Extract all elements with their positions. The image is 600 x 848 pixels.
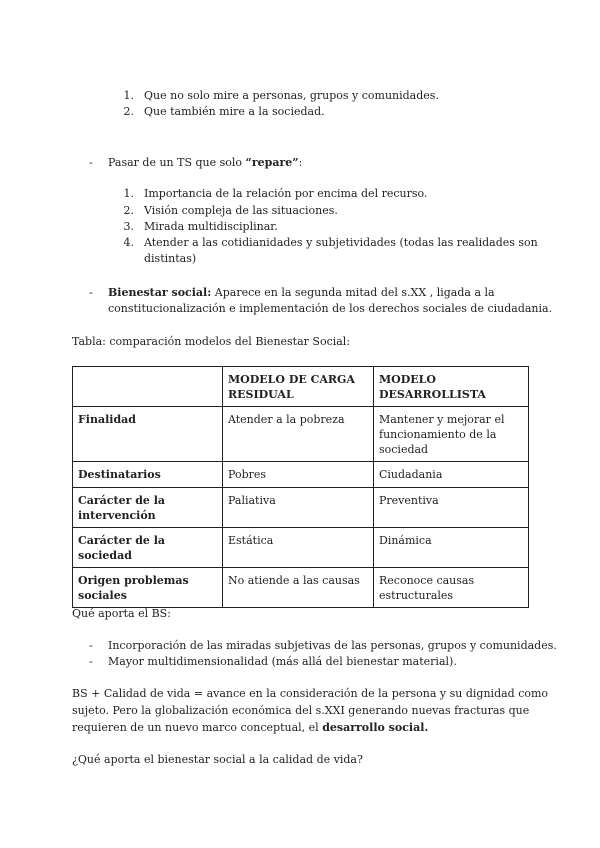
list-item-text: Que no solo mire a personas, grupos y comunidades.	[144, 89, 439, 102]
table-row-label: Destinatarios	[73, 462, 223, 488]
paragraph-line	[72, 720, 428, 736]
bullet-dash: -	[89, 639, 93, 652]
table-row-label: Origen problemas sociales	[73, 568, 223, 608]
table-cell: Preventiva	[374, 488, 529, 528]
table-cell: No atiende a las causas	[223, 568, 374, 608]
table-row-label: Carácter de la sociedad	[73, 528, 223, 568]
list-number: 2.	[123, 105, 134, 118]
bullet-dash: -	[89, 655, 93, 668]
list-item-text: Visión compleja de las situaciones.	[144, 204, 338, 217]
table-row	[73, 407, 529, 462]
table-cell: Atender a la pobreza	[223, 407, 374, 462]
bullet-bienestar-text	[108, 285, 495, 301]
table-cell: Pobres	[223, 462, 374, 488]
table-header-cell: MODELO DESARROLLISTA	[374, 367, 529, 407]
paragraph-text: requieren de un nuevo marco conceptual, el	[72, 721, 323, 734]
list-number: 1.	[123, 89, 134, 102]
table-row	[73, 462, 529, 488]
list-item-text-cont: distintas)	[144, 252, 197, 265]
table-row	[73, 528, 529, 568]
list-item-text: Importancia de la relación por encima del recurso.	[144, 187, 428, 200]
table-header-cell: MODELO DE CARGA RESIDUAL	[223, 367, 374, 407]
table-cell: Estática	[223, 528, 374, 568]
bullet-text: Pasar de un TS que solo	[108, 156, 246, 169]
paragraph-line: BS + Calidad de vida = avance en la consideración de la persona y su dignidad como	[72, 687, 549, 700]
question-text: ¿Qué aporta el bienestar social a la calidad de vida?	[72, 753, 363, 766]
list-number: 4.	[123, 236, 134, 249]
list-number: 1.	[123, 187, 134, 200]
list-number: 2.	[123, 204, 134, 217]
bullet-bienestar	[89, 285, 93, 301]
bullet-text: Aparece en la segunda mitad del s.XX , ligada a la	[211, 286, 495, 299]
comparison-table	[72, 366, 529, 608]
section-heading: Qué aporta el BS:	[72, 607, 171, 620]
bullet-repare-text	[108, 155, 302, 171]
table-header-row	[73, 367, 529, 407]
table-cell: Reconoce causas estructurales	[374, 568, 529, 608]
list-number: 3.	[123, 220, 134, 233]
bullet-text: Mayor multidimensionalidad (más allá del bienestar material).	[108, 655, 457, 668]
table-cell: Mantener y mejorar el funcionamiento de la sociedad	[374, 407, 529, 462]
bullet-text-end: :	[298, 156, 303, 169]
bullet-text-cont: constitucionalización e implementación de los derechos sociales de ciudadania.	[108, 302, 553, 315]
bullet-bold-text: “repare”	[245, 156, 299, 169]
list-item-text: Atender a las cotidianidades y subjetividades (todas las realidades son	[144, 236, 538, 249]
table-row	[73, 488, 529, 528]
list-item-text: Que también mire a la sociedad.	[144, 105, 325, 118]
bullet-bold-text: Bienestar social:	[108, 286, 212, 299]
bullet-repare	[89, 155, 93, 171]
table-row	[73, 568, 529, 608]
table-row-label: Finalidad	[73, 407, 223, 462]
bullet-text: Incorporación de las miradas subjetivas de las personas, grupos y comunidades.	[108, 639, 557, 652]
list-item-text: Mirada multidisciplinar.	[144, 220, 278, 233]
table-cell: Ciudadania	[374, 462, 529, 488]
table-row-label: Carácter de la intervención	[73, 488, 223, 528]
paragraph-bold-text: desarrollo social.	[322, 721, 429, 734]
bullet-dash: -	[89, 156, 93, 169]
bullet-dash: -	[89, 286, 93, 299]
table-header-cell	[73, 367, 223, 407]
table-cell: Dinámica	[374, 528, 529, 568]
table-caption: Tabla: comparación modelos del Bienestar Social:	[72, 335, 351, 348]
table-cell: Paliativa	[223, 488, 374, 528]
paragraph-line: sujeto. Pero la globalización económica del s.XXI generando nuevas fracturas que	[72, 704, 530, 717]
